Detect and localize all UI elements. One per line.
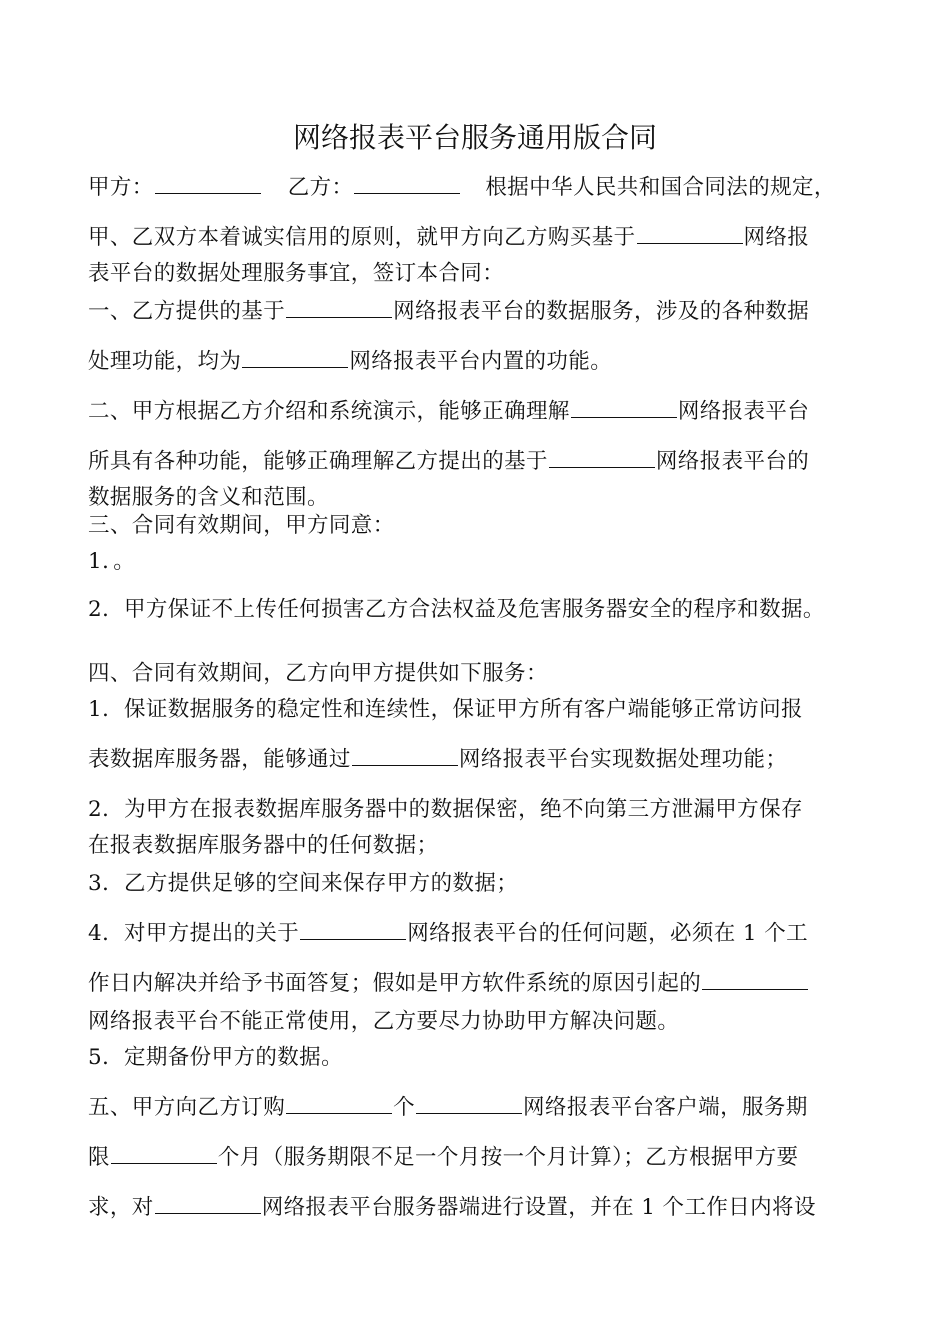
text-segment: 限 — [88, 1145, 110, 1170]
party-line — [88, 172, 836, 204]
preamble-line-3: 表平台的数据处理服务事宜，签订本合同： — [88, 261, 505, 286]
clause-4-item-3: 3．乙方提供足够的空间来保存甲方的数据； — [88, 871, 519, 896]
text-segment: 一、乙方提供的基于 — [88, 299, 286, 324]
party-a-label: 甲方： — [88, 175, 154, 200]
text-segment: 五、甲方向乙方订购 — [88, 1095, 286, 1120]
text-segment: 个 — [393, 1095, 416, 1120]
blank-field — [571, 397, 677, 418]
clause-4-heading: 四、合同有效期间，乙方向甲方提供如下服务： — [88, 661, 548, 686]
clause-4-item-4-line-2 — [88, 968, 809, 1000]
clause-3-heading: 三、合同有效期间，甲方同意： — [88, 513, 395, 538]
text-segment: 表数据库服务器，能够通过 — [88, 747, 351, 772]
blank-field — [352, 745, 458, 766]
blank-field — [242, 347, 348, 368]
clause-5-line-3 — [88, 1192, 816, 1224]
text-segment: 网络报表平台客户端，服务期 — [523, 1095, 808, 1120]
text-segment: 所具有各种功能，能够正确理解乙方提出的基于 — [88, 449, 548, 474]
clause-4-item-2-line-1: 2．为甲方在报表数据库服务器中的数据保密，绝不向第三方泄漏甲方保存 — [88, 797, 803, 822]
text-segment: 个月（服务期限不足一个月按一个月计算）；乙方根据甲方要 — [217, 1145, 799, 1170]
clause-4-item-4-line-1 — [88, 918, 808, 950]
text-segment: 求，对 — [88, 1195, 154, 1220]
clause-5-line-1 — [88, 1092, 808, 1124]
blank-field — [286, 297, 392, 318]
party-b-label: 乙方： — [287, 175, 354, 200]
text-segment: 网络报表平台的数据服务，涉及的各种数据 — [393, 299, 810, 324]
document-title: 网络报表平台服务通用版合同 — [292, 121, 657, 154]
text-segment: 网络报表平台 — [677, 399, 810, 424]
clause-4-item-1-line-1: 1．保证数据服务的稳定性和连续性，保证甲方所有客户端能够正常访问报 — [88, 697, 803, 722]
text-segment: 处理功能，均为 — [88, 349, 242, 374]
party-a-blank — [155, 173, 261, 194]
clause-3-item-1: 1．。 — [88, 549, 136, 574]
text-segment: 作日内解决并给予书面答复；假如是甲方软件系统的原因引起的 — [88, 971, 702, 996]
clause-4-item-4-line-3: 网络报表平台不能正常使用，乙方要尽力协助甲方解决问题。 — [88, 1009, 680, 1034]
blank-field — [416, 1093, 522, 1114]
preamble-start: 根据中华人民共和国合同法的规定， — [485, 175, 836, 200]
blank-field — [549, 447, 655, 468]
blank-field — [702, 969, 808, 990]
clause-5-line-2 — [88, 1142, 798, 1174]
text-segment: 网络报表平台的任何问题，必须在 1 个工 — [407, 921, 809, 946]
text-segment: 网络报 — [743, 225, 810, 250]
text-segment: 网络报表平台实现数据处理功能； — [458, 747, 788, 772]
text-segment: 二、甲方根据乙方介绍和系统演示，能够正确理解 — [88, 399, 570, 424]
text-segment: 网络报表平台服务器端进行设置，并在 1 个工作日内将设 — [261, 1195, 816, 1220]
text-segment: 网络报表平台内置的功能。 — [349, 349, 613, 374]
text-segment: 甲、乙双方本着诚实信用的原则，就甲方向乙方购买基于 — [88, 225, 636, 250]
blank-field — [637, 223, 743, 244]
blank-field — [286, 1093, 392, 1114]
clause-4-item-2-line-2: 在报表数据库服务器中的任何数据； — [88, 833, 439, 858]
clause-1-line-1 — [88, 296, 809, 328]
text-segment: 网络报表平台的 — [655, 449, 810, 474]
clause-2-line-3: 数据服务的含义和范围。 — [88, 485, 329, 510]
clause-4-item-1-line-2 — [88, 744, 787, 776]
preamble-line-2 — [88, 222, 809, 254]
text-segment: 4．对甲方提出的关于 — [88, 921, 300, 946]
clause-3-item-2: 2．甲方保证不上传任何损害乙方合法权益及危害服务器安全的程序和数据。 — [88, 597, 825, 622]
blank-field — [300, 919, 406, 940]
clause-2-line-2 — [88, 446, 809, 478]
blank-field — [155, 1193, 261, 1214]
party-b-blank — [354, 173, 460, 194]
clause-2-line-1 — [88, 396, 809, 428]
blank-field — [111, 1143, 217, 1164]
clause-4-item-5: 5．定期备份甲方的数据。 — [88, 1045, 343, 1070]
clause-1-line-2 — [88, 346, 612, 378]
